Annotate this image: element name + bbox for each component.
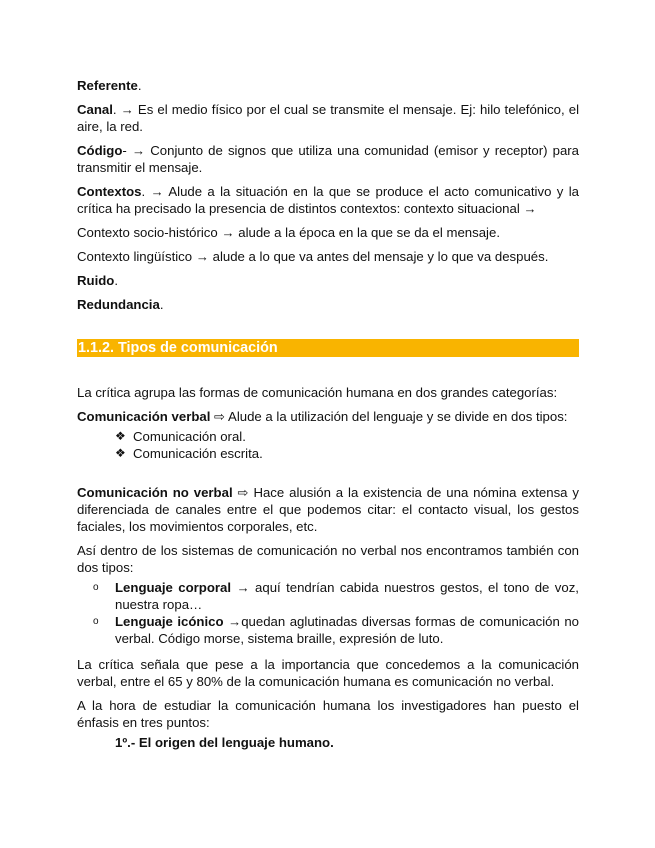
redundancia-term: Redundancia: [77, 297, 160, 312]
hora-paragraph: A la hora de estudiar la comunicación humana los investigadores han puesto el énfasis en tres puntos:: [77, 698, 579, 730]
point-origen-lenguaje: 1º.- El origen del lenguaje humano.: [115, 735, 334, 750]
corporal-text: → aquí tendrían cabida nuestros gestos, el tono de voz, nuestra ropa…: [115, 580, 579, 612]
contextos-text: . → Alude a la situación en la que se produce el acto comunicativo y la crítica ha precisado la presencia de distintos contextos: contexto situacional →: [77, 184, 579, 216]
codigo-term: Código: [77, 143, 123, 158]
contexto-linguistico: Contexto lingüístico → alude a lo que va antes del mensaje y lo que va después.: [77, 249, 549, 264]
contextos-term: Contextos: [77, 184, 142, 199]
contexto-socio-historico: Contexto socio-histórico → alude a la época en la que se da el mensaje.: [77, 225, 500, 240]
contextos-paragraph: [77, 183, 579, 217]
ruido-paragraph: [77, 272, 579, 289]
referente-paragraph: [77, 77, 579, 94]
diamond-bullet-icon: ❖: [115, 429, 126, 443]
no-verbal-types-list: [77, 579, 579, 647]
verbal-term: Comunicación verbal: [77, 409, 211, 424]
verbal-text: ⇨ Alude a la utilización del lenguaje y se divide en dos tipos:: [210, 409, 568, 424]
redundancia-paragraph: [77, 296, 579, 313]
referente-term: Referente: [77, 78, 138, 93]
canal-term: Canal: [77, 102, 113, 117]
list-item: [115, 428, 579, 445]
circle-bullet-icon: o: [93, 582, 99, 593]
list-item-text: Comunicación escrita.: [133, 446, 263, 461]
list-item: [93, 579, 579, 613]
referente-text: .: [137, 78, 142, 93]
list-item: [93, 613, 579, 647]
canal-paragraph: [77, 101, 579, 135]
codigo-paragraph: [77, 142, 579, 176]
section-heading: 1.1.2. Tipos de comunicación: [77, 339, 579, 357]
verbal-types-list: [77, 428, 579, 462]
canal-text: . → Es el medio físico por el cual se transmite el mensaje. Ej: hilo telefónico, el aire, la red.: [77, 102, 579, 134]
circle-bullet-icon: o: [93, 616, 99, 627]
iconico-text: →quedan aglutinadas diversas formas de comunicación no verbal. Código morse, sistema braille, expresión de luto.: [115, 614, 579, 646]
categorias-paragraph: La crítica agrupa las formas de comunicación humana en dos grandes categorías:: [77, 385, 558, 400]
ruido-text: .: [114, 273, 119, 288]
document-page: [77, 77, 579, 751]
iconico-term: Lenguaje icónico: [115, 614, 224, 629]
critica-paragraph: La crítica señala que pese a la importancia que concedemos a la comunicación verbal, entre el 65 y 80% de la comunicación humana es comunicación no verbal.: [77, 657, 579, 689]
codigo-text: - → Conjunto de signos que utiliza una comunidad (emisor y receptor) para transmitir el mensaje.: [77, 143, 579, 175]
corporal-term: Lenguaje corporal: [115, 580, 232, 595]
list-item-text: Comunicación oral.: [133, 429, 246, 444]
list-item: [115, 445, 579, 462]
verbal-paragraph: [77, 408, 579, 425]
redundancia-text: .: [159, 297, 164, 312]
ruido-term: Ruido: [77, 273, 115, 288]
sistemas-paragraph: Así dentro de los sistemas de comunicación no verbal nos encontramos también con dos tipos:: [77, 543, 579, 575]
no-verbal-paragraph: [77, 484, 579, 535]
no-verbal-term: Comunicación no verbal: [77, 485, 233, 500]
no-verbal-text: ⇨ Hace alusión a la existencia de una nómina extensa y diferenciada de canales entre el que podemos citar: el contacto visual, los gestos faciales, los movimientos corporales, etc.: [77, 485, 579, 534]
diamond-bullet-icon: ❖: [115, 446, 126, 460]
